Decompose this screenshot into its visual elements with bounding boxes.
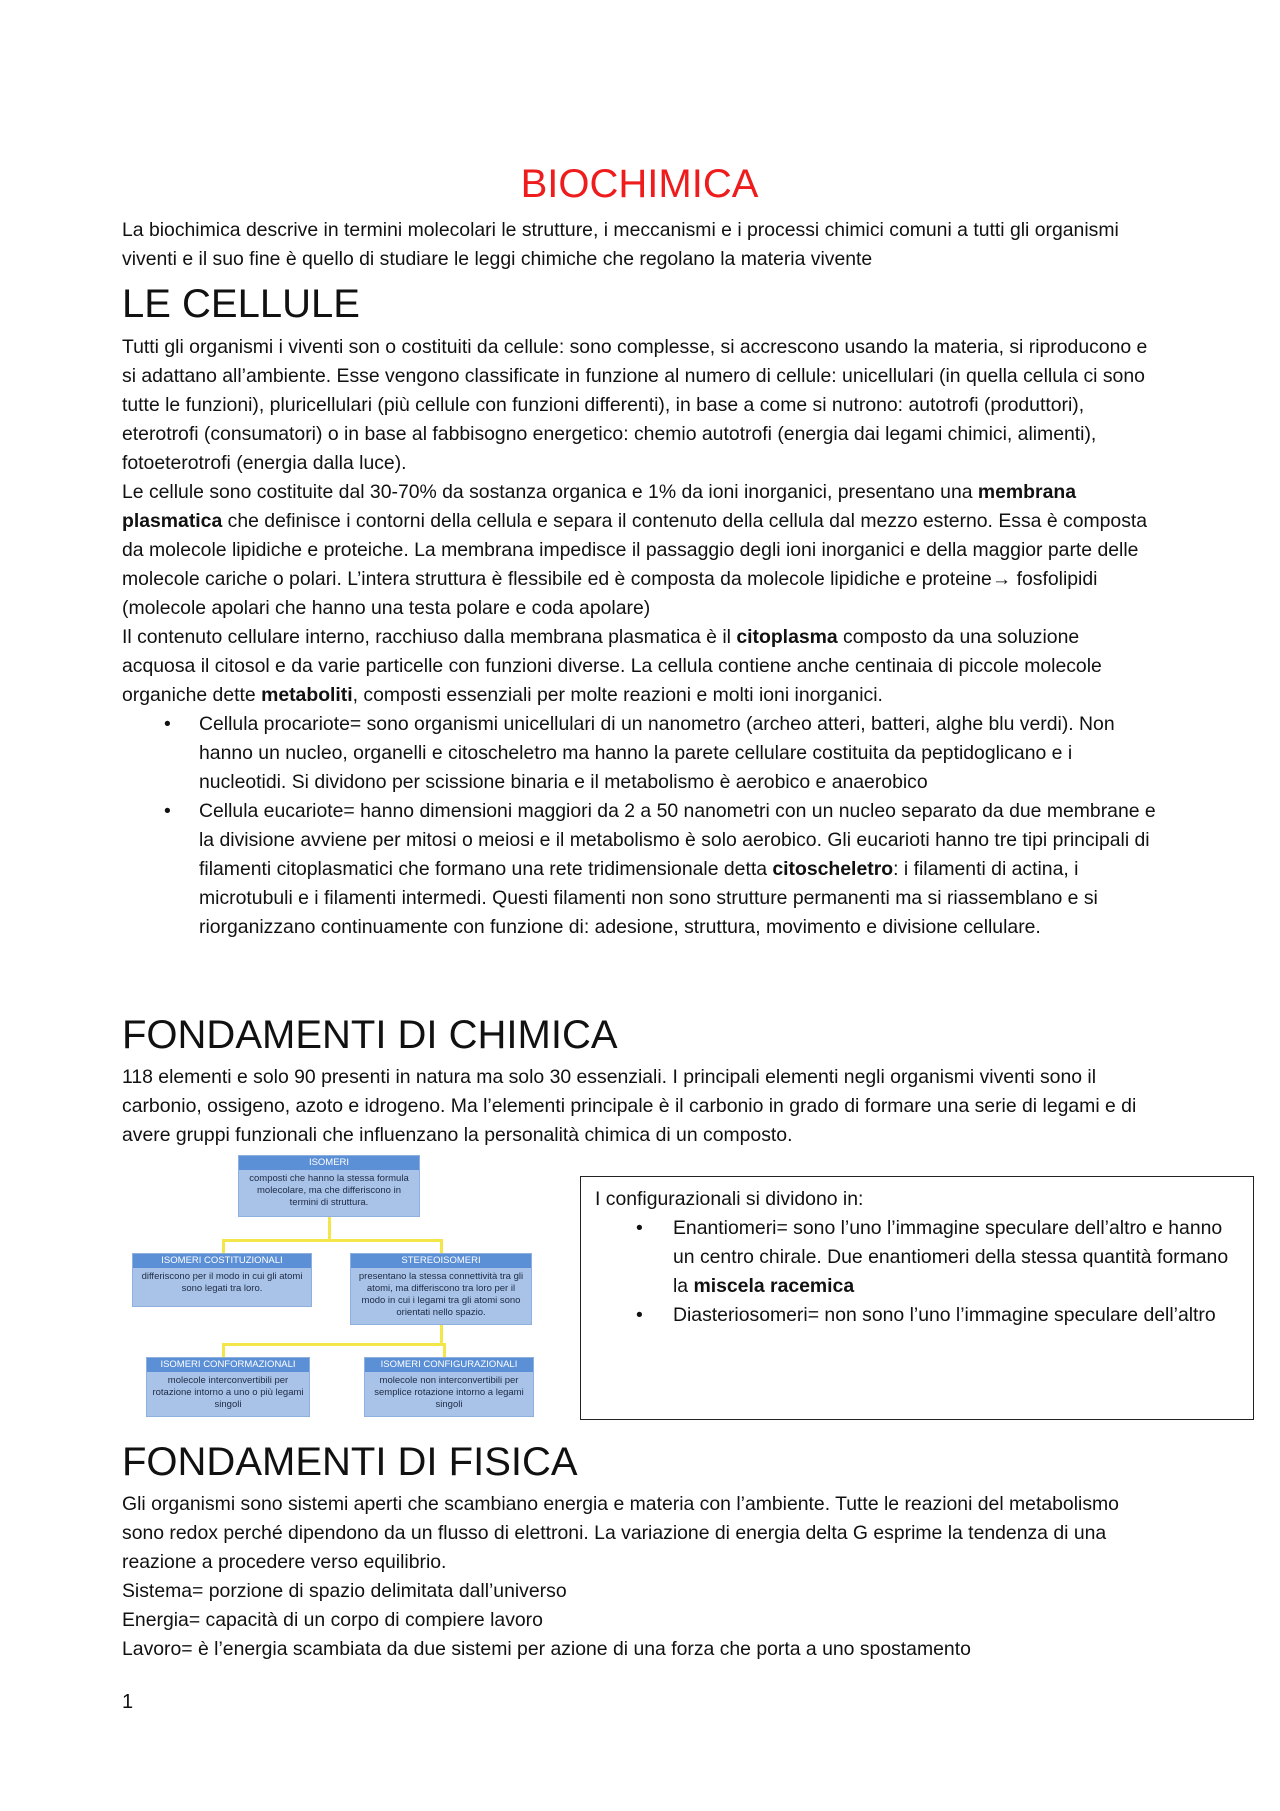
arrow-icon: → [991,568,1012,590]
chimica-paragraph: 118 elementi e solo 90 presenti in natura ma solo 30 essenziali. I principali elementi negli organismi viventi sono il carbonio, ossigeno, azoto e idrogeno. Ma l’elementi principale è il carbonio in grado di formare una serie di legami e di avere gruppi funzionali che influenzano la personalità chimica di un composto. [122,1066,1137,1146]
term-metaboliti: metaboliti [261,684,353,706]
diagram-connector [443,1343,446,1357]
section-heading-cellule: LE CELLULE [122,282,360,326]
list-item: • Cellula procariote= sono organismi unicellulari di un nanometro (archeo atteri, batteri, alghe blu verdi). Non hanno un nucleo, organelli e citoscheletro ma hanno la parete cellulare costituita da peptidoglicano e i nucleotidi. Si dividono per scissione binaria e il metabolismo è aerobico e anaerobico [122,710,1157,797]
cell-types-list [122,710,1157,942]
fisica-paragraph: Gli organismi sono sistemi aperti che scambiano energia e materia con l’ambiente. Tutte le reazioni del metabolismo sono redox perché dipendono da un flusso di elettroni. La variazione di energia delta G esprime la tendenza di una reazione a procedere verso equilibrio. [122,1493,1119,1573]
list-item: • Cellula eucariote= hanno dimensioni maggiori da 2 a 50 nanometri con un nucleo separato da due membrane e la divisione avviene per mitosi o meiosi e il metabolismo è solo aerobico. Gli eucarioti hanno tre tipi principali di filamenti citoplasmatici che formano una rete tridimensionale detta citoscheletro: i filamenti di actina, i microtubuli e i filamenti intermedi. Questi filamenti non sono strutture permanenti ma si riassemblano e si riorganizzano continuamente con funzione di: adesione, struttura, movimento e divisione cellulare. [122,797,1157,942]
section-fisica-body [122,1490,1157,1664]
diagram-connector [222,1343,225,1357]
intro-paragraph: La biochimica descrive in termini molecolari le strutture, i meccanismi e i processi chimici comuni a tutti gli organismi viventi e il suo fine è quello di studiare le leggi chimiche che regolano la materia vivente [122,219,1119,270]
box-intro: I configurazionali si dividono in: [595,1188,864,1210]
diagram-connector [222,1239,225,1253]
cellule-paragraph-3: Il contenuto cellulare interno, racchiuso dalla membrana plasmatica è il citoplasma composto da una soluzione acquosa il citosol e da varie particelle con funzioni diverse. La cellula contiene anche centinaia di piccole molecole organiche dette metaboliti, composti essenziali per molte reazioni e molti ioni inorganici. [122,626,1102,706]
diagram-connector [222,1239,442,1242]
configurazionali-list [595,1214,1239,1330]
cellule-paragraph-2: Le cellule sono costituite dal 30-70% da sostanza organica e 1% da ioni inorganici, presentano una membrana plasmatica che definisce i contorni della cellula e separa il contenuto della cellula dal mezzo esterno. Essa è composta da molecole lipidiche e proteiche. La membrana impedisce il passaggio degli ioni inorganici e della maggior parte delle molecole cariche o polari. L’intera struttura è flessibile ed è composta da molecole lipidiche e proteine→ fosfolipidi (molecole apolari che hanno una testa polare e coda apolare) [122,481,1148,619]
cellule-paragraph-1: Tutti gli organismi i viventi son o costituiti da cellule: sono complesse, si accrescono usando la materia, si riproducono e si adattano all’ambiente. Esse vengono classificate in funzione al numero di cellule: unicellulari (in quella cellula ci sono tutte le funzioni), pluricellulari (più cellule con funzioni differenti), in base a come si nutrono: autotrofi (produttori), eterotrofi (consumatori) o in base al fabbisogno energetico: chemio autotrofi (energia dai legami chimici, alimenti), fotoeterotrofi (energia dalla luce). [122,336,1148,474]
bullet-icon: • [164,800,171,822]
fisica-def-sistema: Sistema= porzione di spazio delimitata dall’universo [122,1580,567,1602]
fisica-def-energia: Energia= capacità di un corpo di compiere lavoro [122,1609,543,1631]
term-citoscheletro: citoscheletro [772,858,894,880]
term-miscela-racemica: miscela racemica [693,1275,855,1297]
isomers-diagram [122,1155,558,1417]
section-heading-chimica: FONDAMENTI DI CHIMICA [122,1013,618,1057]
diagram-node-costituzionali: ISOMERI COSTITUZIONALI differiscono per il modo in cui gli atomi sono legati tra loro. [132,1253,312,1307]
term-citoplasma: citoplasma [736,626,838,648]
diagram-connector [328,1217,331,1239]
diagram-connector [440,1325,443,1343]
diagram-node-isomeri: ISOMERI composti che hanno la stessa formula molecolare, ma che differiscono in termini di struttura. [238,1155,420,1217]
diagram-node-conformazionali: ISOMERI CONFORMAZIONALI molecole interconvertibili per rotazione intorno a uno o più legami singoli [146,1357,310,1417]
diagram-connector [440,1239,443,1253]
diagram-node-stereoisomeri: STEREOISOMERI presentano la stessa connettività tra gli atomi, ma differiscono tra loro per il modo in cui i legami tra gli atomi sono orientati nello spazio. [350,1253,532,1325]
list-item: • Diasteriosomeri= non sono l’uno l’immagine speculare dell’altro [595,1301,1239,1330]
list-item: • Enantiomeri= sono l’uno l’immagine speculare dell’altro e hanno un centro chirale. Due enantiomeri della stessa quantità formano la miscela racemica [595,1214,1239,1301]
term-membrana-plasmatica: membrana plasmatica [122,481,1076,532]
page-title: BIOCHIMICA [520,162,759,206]
diagram-node-configurazionali: ISOMERI CONFIGURAZIONALI molecole non interconvertibili per semplice rotazione intorno a legami singoli [364,1357,534,1417]
configurazionali-box [580,1176,1254,1420]
bullet-icon: • [636,1304,643,1326]
bullet-icon: • [636,1217,643,1239]
bullet-icon: • [164,713,171,735]
page-number: 1 [122,1691,134,1713]
section-heading-fisica: FONDAMENTI DI FISICA [122,1440,578,1484]
fisica-def-lavoro: Lavoro= è l’energia scambiata da due sistemi per azione di una forza che porta a uno spostamento [122,1638,971,1660]
section-cellule-body [122,333,1157,942]
diagram-connector [222,1343,446,1346]
